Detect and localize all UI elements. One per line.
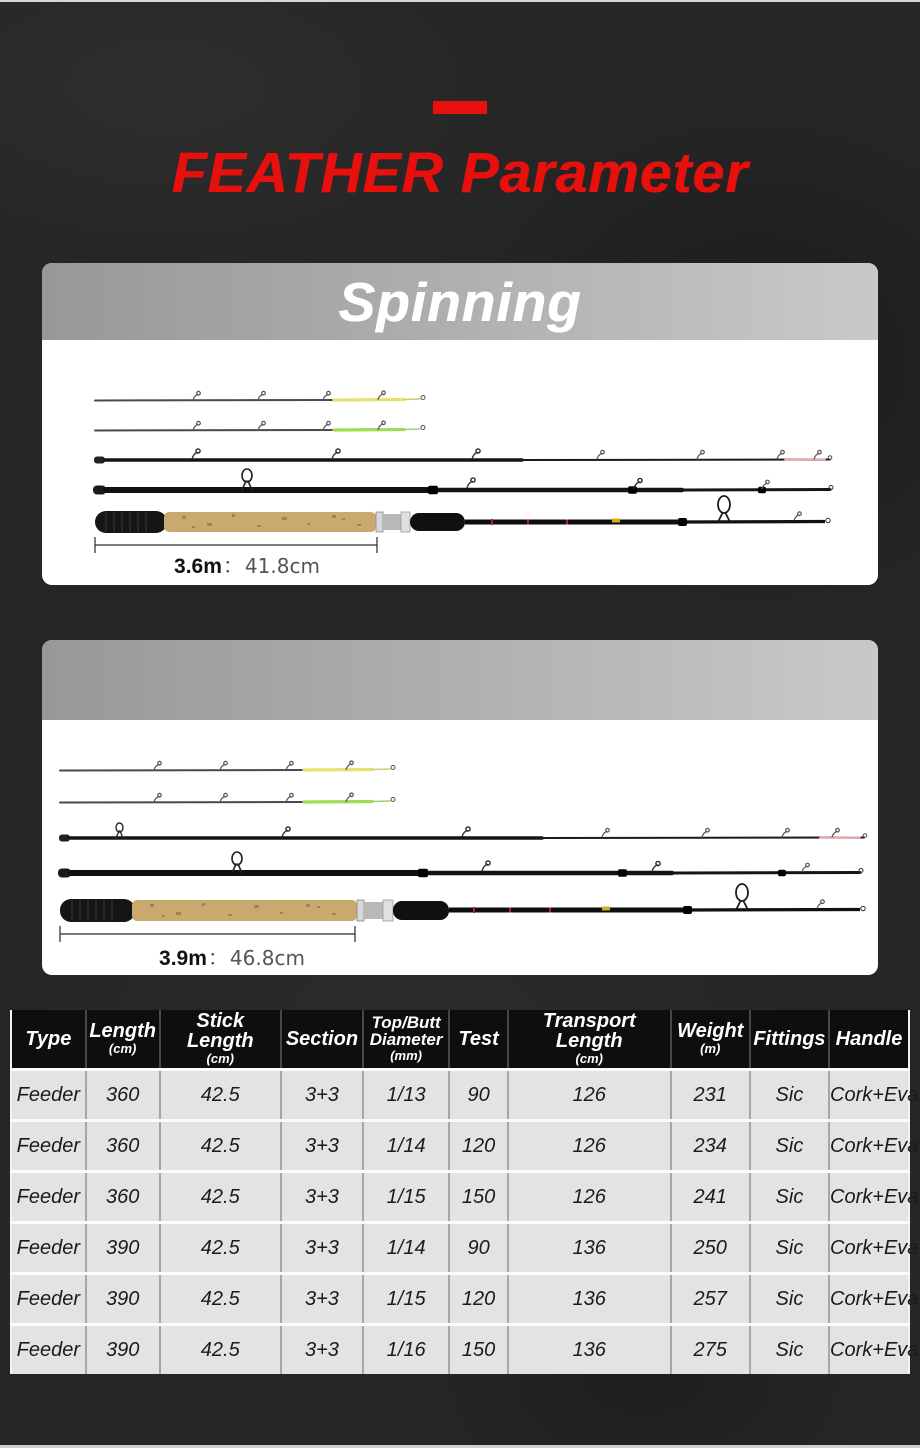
table-cell: 42.5 bbox=[160, 1070, 281, 1121]
large-guide-ring bbox=[232, 852, 242, 873]
table-cell: 150 bbox=[449, 1325, 508, 1375]
table-cell: 136 bbox=[508, 1274, 671, 1325]
card1-title: Spinning bbox=[338, 270, 582, 333]
table-cell: 126 bbox=[508, 1172, 671, 1223]
table-cell: 136 bbox=[508, 1325, 671, 1375]
column-header: Test bbox=[449, 1010, 508, 1070]
table-cell: 3+3 bbox=[281, 1223, 363, 1274]
card2-header-band bbox=[42, 640, 878, 720]
rod-handle-section bbox=[95, 496, 830, 533]
table-cell: 390 bbox=[86, 1325, 160, 1375]
rod-illustration-390 bbox=[42, 720, 878, 975]
large-guide-ring bbox=[718, 496, 730, 522]
column-header: Fittings bbox=[750, 1010, 829, 1070]
reel-seat bbox=[364, 902, 383, 919]
table-cell: 1/14 bbox=[363, 1223, 449, 1274]
table-row bbox=[11, 1223, 909, 1274]
reel-seat-ring bbox=[376, 512, 383, 532]
table-cell: 90 bbox=[449, 1223, 508, 1274]
measure-size: 3.9m bbox=[159, 947, 207, 970]
measurement-bracket bbox=[60, 926, 355, 942]
table-cell: 126 bbox=[508, 1070, 671, 1121]
rod-tip-green bbox=[60, 793, 395, 803]
table-cell: 3+3 bbox=[281, 1070, 363, 1121]
top-edge-line bbox=[0, 0, 920, 2]
rod-mid-section bbox=[94, 449, 832, 464]
column-header: Top/Butt Diameter (mm) bbox=[363, 1010, 449, 1070]
table-cell: 150 bbox=[449, 1172, 508, 1223]
table-cell: 1/16 bbox=[363, 1325, 449, 1375]
table-cell: 390 bbox=[86, 1274, 160, 1325]
table-cell: Sic bbox=[750, 1274, 829, 1325]
table-cell: 360 bbox=[86, 1121, 160, 1172]
table-cell: 1/14 bbox=[363, 1121, 449, 1172]
reel-seat bbox=[383, 514, 401, 530]
column-header: Length (cm) bbox=[86, 1010, 160, 1070]
column-header: Section bbox=[281, 1010, 363, 1070]
table-cell: 231 bbox=[671, 1070, 750, 1121]
rod-butt-blank-section bbox=[58, 852, 863, 878]
table-cell: 234 bbox=[671, 1121, 750, 1172]
spec-table-body bbox=[11, 1070, 919, 1375]
table-cell: 3+3 bbox=[281, 1121, 363, 1172]
logo-mark bbox=[602, 907, 610, 911]
cork-handle bbox=[164, 512, 376, 532]
table-cell: 257 bbox=[671, 1274, 750, 1325]
table-cell: Feeder bbox=[11, 1325, 86, 1375]
measure-colon: ： bbox=[207, 947, 229, 970]
cork-handle bbox=[132, 900, 357, 921]
table-cell: 275 bbox=[671, 1325, 750, 1375]
table-cell: Sic bbox=[750, 1172, 829, 1223]
table-cell: Sic bbox=[750, 1223, 829, 1274]
table-row bbox=[11, 1070, 909, 1121]
table-cell: 42.5 bbox=[160, 1274, 281, 1325]
table-cell: Feeder bbox=[11, 1223, 86, 1274]
large-guide-ring bbox=[242, 469, 252, 490]
logo-mark bbox=[612, 519, 620, 523]
spec-table-header-row bbox=[11, 1010, 909, 1070]
table-row bbox=[11, 1325, 909, 1375]
measurement-label-390 bbox=[112, 942, 352, 972]
measure-length: 46.8cm bbox=[229, 946, 305, 970]
table-cell: Cork+Eva bbox=[829, 1223, 909, 1274]
table-cell: 42.5 bbox=[160, 1172, 281, 1223]
table-cell: Sic bbox=[750, 1121, 829, 1172]
table-cell: 42.5 bbox=[160, 1325, 281, 1375]
rod-illustration-360 bbox=[42, 340, 878, 585]
spec-table bbox=[10, 1009, 919, 1374]
table-cell: 120 bbox=[449, 1121, 508, 1172]
card1-header-band bbox=[42, 263, 878, 340]
measurement-label-360 bbox=[127, 550, 367, 580]
table-cell: 360 bbox=[86, 1172, 160, 1223]
table-cell: 126 bbox=[508, 1121, 671, 1172]
table-cell: 120 bbox=[449, 1274, 508, 1325]
table-cell: 90 bbox=[449, 1070, 508, 1121]
table-row bbox=[11, 1172, 909, 1223]
column-header: Type bbox=[11, 1010, 86, 1070]
title-accent-dash bbox=[433, 101, 487, 114]
table-cell: 3+3 bbox=[281, 1325, 363, 1375]
reel-seat-ring bbox=[357, 900, 364, 921]
table-cell: 136 bbox=[508, 1223, 671, 1274]
table-cell: Cork+Eva bbox=[829, 1325, 909, 1375]
table-cell: 42.5 bbox=[160, 1223, 281, 1274]
table-cell: 241 bbox=[671, 1172, 750, 1223]
column-header: Transport Length (cm) bbox=[508, 1010, 671, 1070]
table-cell: Cork+Eva bbox=[829, 1070, 909, 1121]
table-cell: Feeder bbox=[11, 1121, 86, 1172]
measure-length: 41.8cm bbox=[244, 554, 320, 578]
table-cell: Cork+Eva bbox=[829, 1274, 909, 1325]
table-cell: Sic bbox=[750, 1325, 829, 1375]
table-cell: Sic bbox=[750, 1070, 829, 1121]
table-row bbox=[11, 1274, 909, 1325]
table-cell: Feeder bbox=[11, 1274, 86, 1325]
table-cell: 1/15 bbox=[363, 1172, 449, 1223]
table-cell: Feeder bbox=[11, 1172, 86, 1223]
table-cell: 42.5 bbox=[160, 1121, 281, 1172]
table-cell: 3+3 bbox=[281, 1274, 363, 1325]
table-cell: 3+3 bbox=[281, 1172, 363, 1223]
column-header: Weight (m) bbox=[671, 1010, 750, 1070]
measure-colon: ： bbox=[222, 555, 244, 578]
page-title: FEATHER Parameter bbox=[171, 141, 749, 205]
measure-size: 3.6m bbox=[174, 555, 222, 578]
eva-foregrip bbox=[410, 513, 465, 531]
rod-tip-green bbox=[95, 421, 425, 431]
eva-foregrip bbox=[393, 901, 449, 920]
rod-handle-section bbox=[60, 884, 865, 922]
table-cell: Cork+Eva bbox=[829, 1172, 909, 1223]
table-cell: 250 bbox=[671, 1223, 750, 1274]
spec-table-container bbox=[10, 1009, 919, 1374]
table-cell: 360 bbox=[86, 1070, 160, 1121]
small-guide-ring bbox=[116, 823, 123, 838]
column-header: Handle bbox=[829, 1010, 909, 1070]
table-cell: Feeder bbox=[11, 1070, 86, 1121]
table-cell: 1/13 bbox=[363, 1070, 449, 1121]
spinning-card-390 bbox=[42, 640, 878, 975]
table-cell: 1/15 bbox=[363, 1274, 449, 1325]
table-row bbox=[11, 1121, 909, 1172]
rod-butt-blank-section bbox=[93, 469, 833, 495]
spinning-card-360 bbox=[42, 263, 878, 585]
rod-tip-yellow bbox=[95, 391, 425, 401]
table-cell: 390 bbox=[86, 1223, 160, 1274]
column-header: Stick Length (cm) bbox=[160, 1010, 281, 1070]
rod-tip-yellow bbox=[60, 761, 395, 771]
rod-mid-section bbox=[59, 823, 867, 842]
large-guide-ring bbox=[736, 884, 748, 910]
table-cell: Cork+Eva bbox=[829, 1121, 909, 1172]
